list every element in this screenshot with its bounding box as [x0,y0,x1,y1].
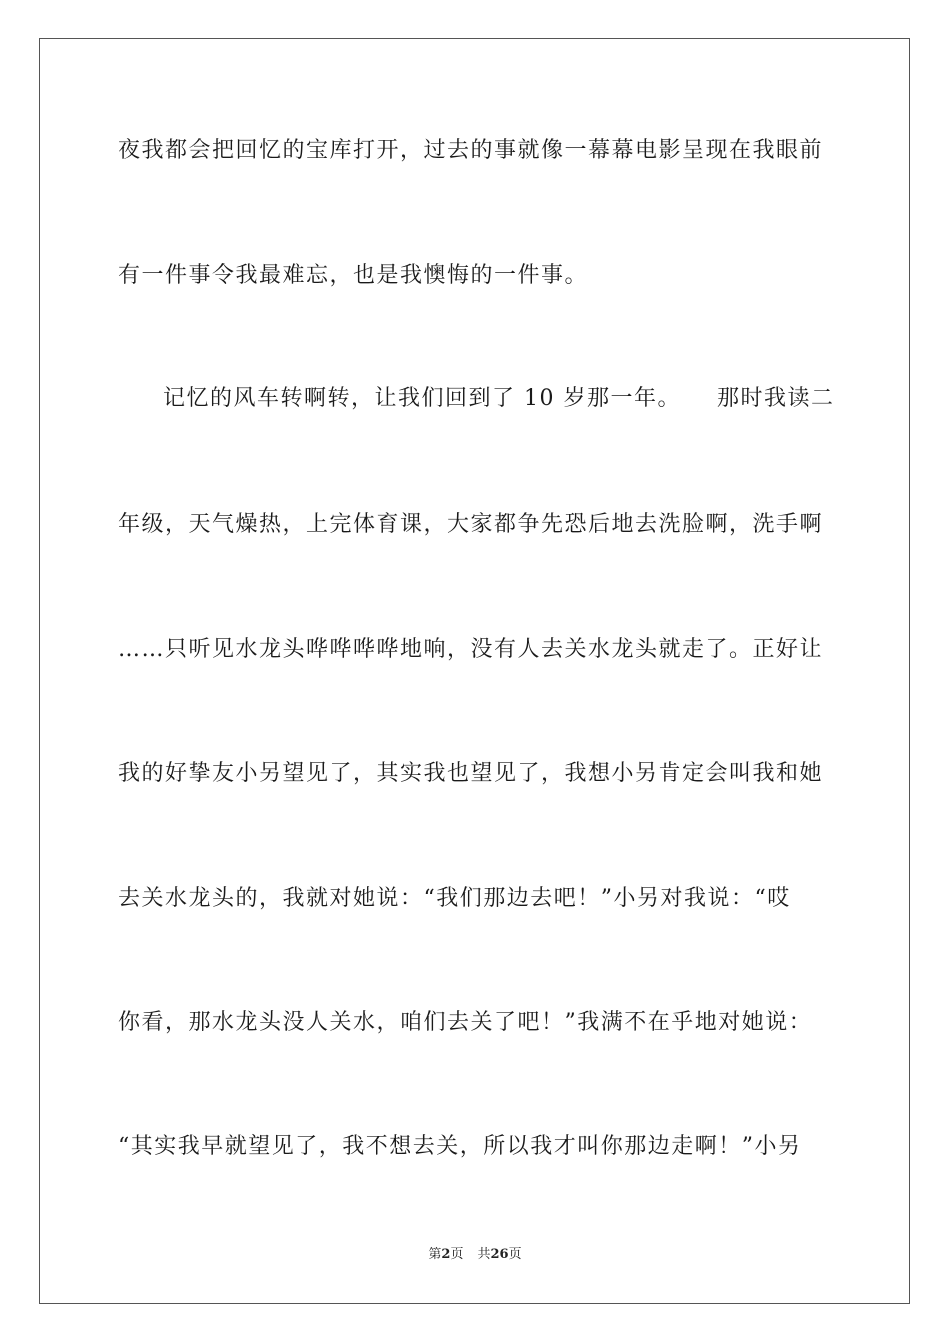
total-prefix: 共 [477,1247,491,1262]
text-line: 夜我都会把回忆的宝库打开，过去的事就像一幕幕电影呈现在我眼前 [118,138,824,163]
page-footer [0,1246,950,1264]
text-line: 年级，天气燥热，上完体育课，大家都争先恐后地去洗脸啊，洗手啊 [118,512,824,537]
page-suffix: 页 [450,1247,464,1262]
page-border [39,38,910,1304]
text-line: 记忆的风车转啊转，让我们回到了 10 岁那一年。 那时我读二 [163,386,835,411]
text-line: 去关水龙头的，我就对她说：“我们那边去吧！”小另对我说：“哎 [118,886,791,911]
page-prefix: 第 [428,1247,442,1262]
text-line: 我的好挚友小另望见了，其实我也望见了，我想小另肯定会叫我和她 [118,761,824,786]
text-line: 有一件事令我最难忘，也是我懊悔的一件事。 [118,263,589,288]
total-pages: 26 [490,1247,509,1262]
text-line: ……只听见水龙头哗哗哗哗地响，没有人去关水龙头就走了。正好让 [118,637,824,662]
text-line: “其实我早就望见了，我不想去关，所以我才叫你那边走啊！”小另 [118,1134,802,1159]
total-suffix: 页 [508,1247,522,1262]
page-number: 2 [441,1247,451,1262]
text-line: 你看，那水龙头没人关水，咱们去关了吧！”我满不在乎地对她说： [118,1010,813,1035]
